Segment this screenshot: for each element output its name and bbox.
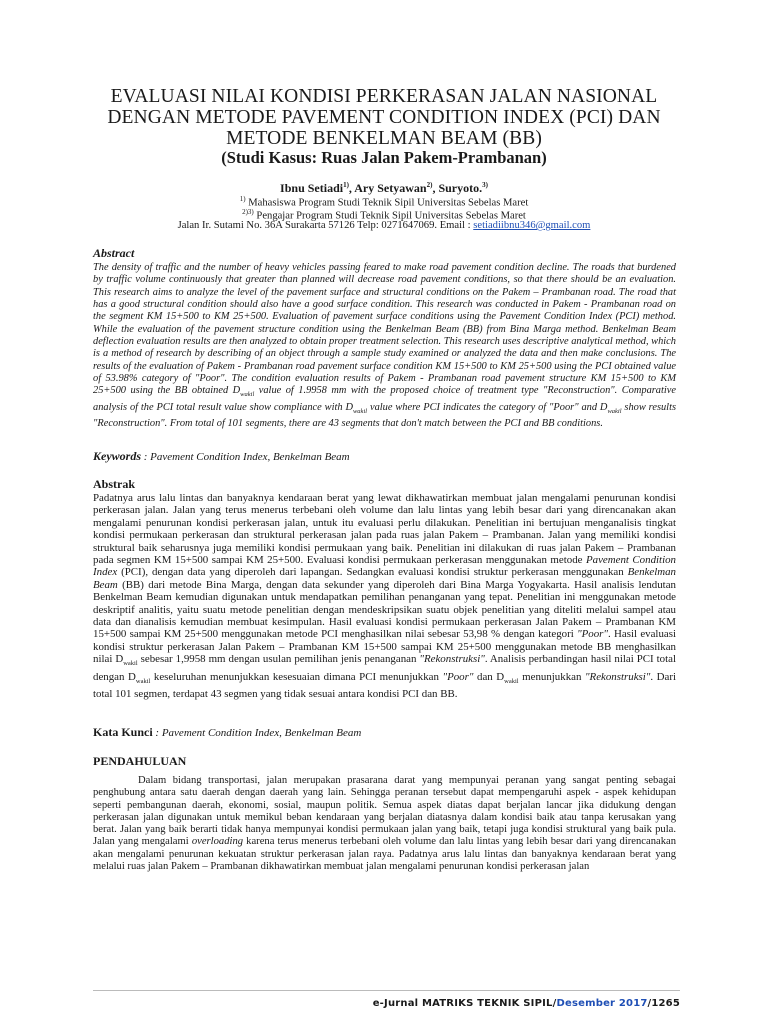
introduction-paragraph — [93, 775, 676, 873]
author-1: Ibnu Setiadi — [280, 181, 344, 195]
keywords-english — [93, 449, 350, 464]
keywords-text: : Pavement Condition Index, Benkelman Beam — [141, 451, 350, 463]
affiliation-2-sup: 2)3) — [242, 208, 254, 216]
abstrak-text-1: Padatnya arus lalu lintas dan banyaknya kendaraan berat yang lewat dikhawatirkan membuat jalan mengalami penurunan kondisi perkerasan jalan. Jalan yang terus menerus terbebani oleh volume dan lalu lintas yang lebih besar dari yang direncanakan akan mengalami penurunan kondisi perkerasan jalan, untuk itu evaluasi perlu dilakukan. Penelitian ini bertujuan menganalisis tingkat kondisi permukaan perkerasan dan struktural perkerasan jalan pada ruas jalan Pakem – Prambanan. Jalan yang memiliki kondisi struktural baik seharusnya juga memiliki kondisi permukaan yang baik. Penelitian ini dilakukan di ruas jalan Pakem – Prambanan pada segmen KM 15+500 sampai KM 25+500. Evaluasi kondisi permukaan perkerasan menggunakan metode — [93, 492, 676, 567]
abstrak-text-5: sebesar 1,9958 mm dengan usulan pemilihan jenis penanganan — [137, 653, 420, 666]
footer-journal: e-Jurnal MATRIKS TEKNIK SIPIL/ — [372, 998, 557, 1009]
author-3-sup: 3) — [482, 181, 488, 189]
abstract-en-sub-2: wakil — [352, 407, 368, 415]
abstrak-em-6: "Rekonstruksi" — [584, 670, 651, 683]
author-3: Suryoto. — [438, 181, 483, 195]
abstract-en-sub-1: wakil — [240, 391, 255, 399]
abstract-en-text-3: value where PCI indicates the category of "Poor" and D — [367, 401, 608, 413]
abstract-en-text-4: show results "Reconstruction". From total of 101 segments, there are 43 segments that don't match between the PCI and BB conditions. — [93, 401, 676, 430]
abstrak-sub-2: wakil — [135, 678, 151, 686]
kata-kunci-label: Kata Kunci — [93, 725, 153, 739]
abstrak-text-10: . Dari total 101 segmen, terdapat 43 segmen yang tidak sesuai antara kondisi PCI dan BB. — [93, 670, 676, 701]
abstrak-text-4: . Hasil evaluasi kondisi struktur perkerasan Jalan Pakem – Prambanan KM 15+500 sampai KM 25+500 menggunakan metode BB menghasilkan nilai D — [93, 628, 676, 666]
abstrak-text-3: (BB) dari metode Bina Marga, dengan data sekunder yang diperoleh dari Bina Marga Yogyakarta. Hasil analisis lendutan Benkelman Beam kemudian digunakan untuk mendapatkan pemilihan penanganan yang tepat. Penelitian ini menggunakan metode deskriptif analitis, yaitu suatu metode penelitian dengan mendeskripsikan suatu objek penelitian yang diteliti melalui sampel atau data dan dianalisis kemudian membuat kesimpulan. Hasil evaluasi kondisi permukaan perkerasan Jalan Pakem – Prambanan KM 15+500 sampai KM 25+500 menggunakan metode PCI menghasilkan nilai sebesar 53,98 % dengan kategori — [93, 578, 676, 641]
abstract-indonesian — [93, 492, 676, 701]
intro-text-1: Dalam bidang transportasi, jalan merupakan prasarana darat yang mempunyai peranan yang sangat penting sebagai penghubung antara satu daerah dengan daerah yang lain. Sehingga peranan tersebut dapat mempengaruhi aspek - aspek kehidupan seperti pembangunan daerah, ekonomi, sosial, maupun politik. Semua aspek diatas dapat berjalan lancar jika didukung dengan perkerasan jalan digunakan untuk memikul beban kendaraan yang berjalan diatasnya dalam kondisi baik atau tanpa kerusakan yang berat. Jalan yang baik berarti tidak hanya mempunyai kondisi permukaan jalan yang baik, tetapi juga kondisi struktural yang baik pula. Jalan yang mengalami — [93, 775, 676, 848]
kata-kunci-text: : Pavement Condition Index, Benkelman Beam — [152, 727, 362, 739]
abstrak-text-2: (PCI), dengan data yang diperoleh dari lapangan. Sedangkan evaluasi kondisi struktur perkerasan menggunakan — [117, 566, 628, 579]
footer-date: Desember 2017 — [556, 998, 648, 1009]
footer-page-number: /1265 — [647, 998, 680, 1009]
abstrak-em-3: "Poor" — [577, 628, 608, 641]
abstract-en-text-1: The density of traffic and the number of heavy vehicles passing feared to make road pavement condition decline. The roads that burdened by traffic volume continuously that greater than planned will decrease road pavement conditions, so that there should be an evaluation. This research aims to analyze the level of the pavement surface and structural conditions on the Pakem – Prambanan road. The road that has a good structural condition should also have a good surface condition. This research was conducted in Pakem - Prambanan road on the segment KM 15+500 to KM 25+500. Evaluation of pavement surface conditions using the Pavement Condition Index (PCI) method. While the evaluation of the pavement structure condition using the Benkelman Beam (BB) from Bina Marga method. Benkelman Beam deflection evaluation results are then analyzed to obtain proper treatment selection. This research uses descriptive analytical method, which is a method of research by describing of an object through a sample study examined or analyzed the data and then make conclusions. The results of the evaluation of Pakem - Prambanan road pavement surface condition KM 15+500 to KM 25+500 using the PCI obtained value of 53.98% category of "Poor". The condition evaluation results of Pakem - Prambanan road pavement structure KM 15+500 to KM 25+500 using the BB obtained D — [93, 262, 676, 397]
abstrak-text-8: dan D — [473, 670, 505, 683]
author-list: Ibnu Setiadi$^{1)}$, Ary Setyawan$^{2)}$, Suryoto.$^{3)}$ — [280, 181, 488, 195]
page-footer — [373, 998, 680, 1009]
footer-divider — [93, 990, 680, 991]
abstract-heading: Abstract — [93, 246, 135, 260]
abstrak-text-7: keseluruhan menunjukkan kesesuaian dimana PCI menunjukkan — [150, 670, 443, 683]
keywords-indonesian — [93, 725, 361, 740]
abstrak-em-1: Pavement Condition Index — [93, 554, 676, 579]
abstrak-sub-3: wakil — [504, 678, 519, 686]
abstrak-text-6: . Analisis perbandingan hasil nilai PCI total dengan D — [93, 653, 676, 683]
abstrak-text-9: menunjukkan — [518, 670, 585, 683]
title-line-1: EVALUASI NILAI KONDISI PERKERASAN JALAN NASIONAL — [110, 86, 658, 107]
abstrak-em-5: "Poor" — [442, 670, 474, 683]
abstrak-em-4: "Rekonstruksi" — [419, 653, 485, 666]
title-line-3: METODE BENKELMAN BEAM (BB) — [226, 128, 542, 149]
intro-em-1: overloading — [191, 836, 244, 848]
author-2: Ary Setyawan — [354, 181, 427, 195]
affiliation-2-text: Pengajar Program Studi Teknik Sipil Universitas Sebelas Maret — [256, 210, 526, 222]
author-1-sup: 1) — [343, 181, 349, 189]
paper-subtitle: (Studi Kasus: Ruas Jalan Pakem-Prambanan) — [221, 148, 547, 167]
address-line — [60, 219, 708, 232]
abstrak-heading: Abstrak — [93, 477, 136, 491]
paper-title — [60, 86, 708, 149]
title-line-2: DENGAN METODE PAVEMENT CONDITION INDEX (PCI) DAN — [107, 107, 661, 128]
abstract-english — [93, 262, 676, 431]
affiliation-1-sup: 1) — [239, 195, 246, 203]
abstrak-sub-1: wakil — [123, 660, 138, 668]
intro-text-2: karena terus menerus terbebani oleh volume dan lalu lintas yang lebih besar dari yang direncanakan akan mengalami penurunan kekuatan struktur perkerasan jalan raya. Padatnya arus lalu lintas dan banyaknya kendaraan berat yang melalui ruas jalan Pakem – Prambanan dikhawatirkan membuat jalan mengalami penurunan kondisi perkerasan jalan — [93, 836, 676, 873]
affiliation-1-text: Mahasiswa Program Studi Teknik Sipil Universitas Sebelas Maret — [248, 197, 529, 209]
abstract-en-text-2: value of 1.9958 mm with the proposed choice of treatment type "Reconstruction". Comparative analysis of the PCI total result value show compliance with D — [93, 385, 676, 413]
abstract-en-sub-3: wakil — [607, 407, 622, 415]
email-link[interactable]: setiadiibnu346@gmail.com — [473, 220, 591, 231]
section-heading-pendahuluan: PENDAHULUAN — [93, 754, 187, 768]
abstrak-em-2: Benkelman Beam — [93, 566, 676, 591]
keywords-label: Keywords — [93, 449, 141, 463]
address-text: Jalan Ir. Sutami No. 36A Surakarta 57126 Telp: 0271647069. Email : — [177, 220, 471, 231]
author-2-sup: 2) — [426, 181, 433, 189]
